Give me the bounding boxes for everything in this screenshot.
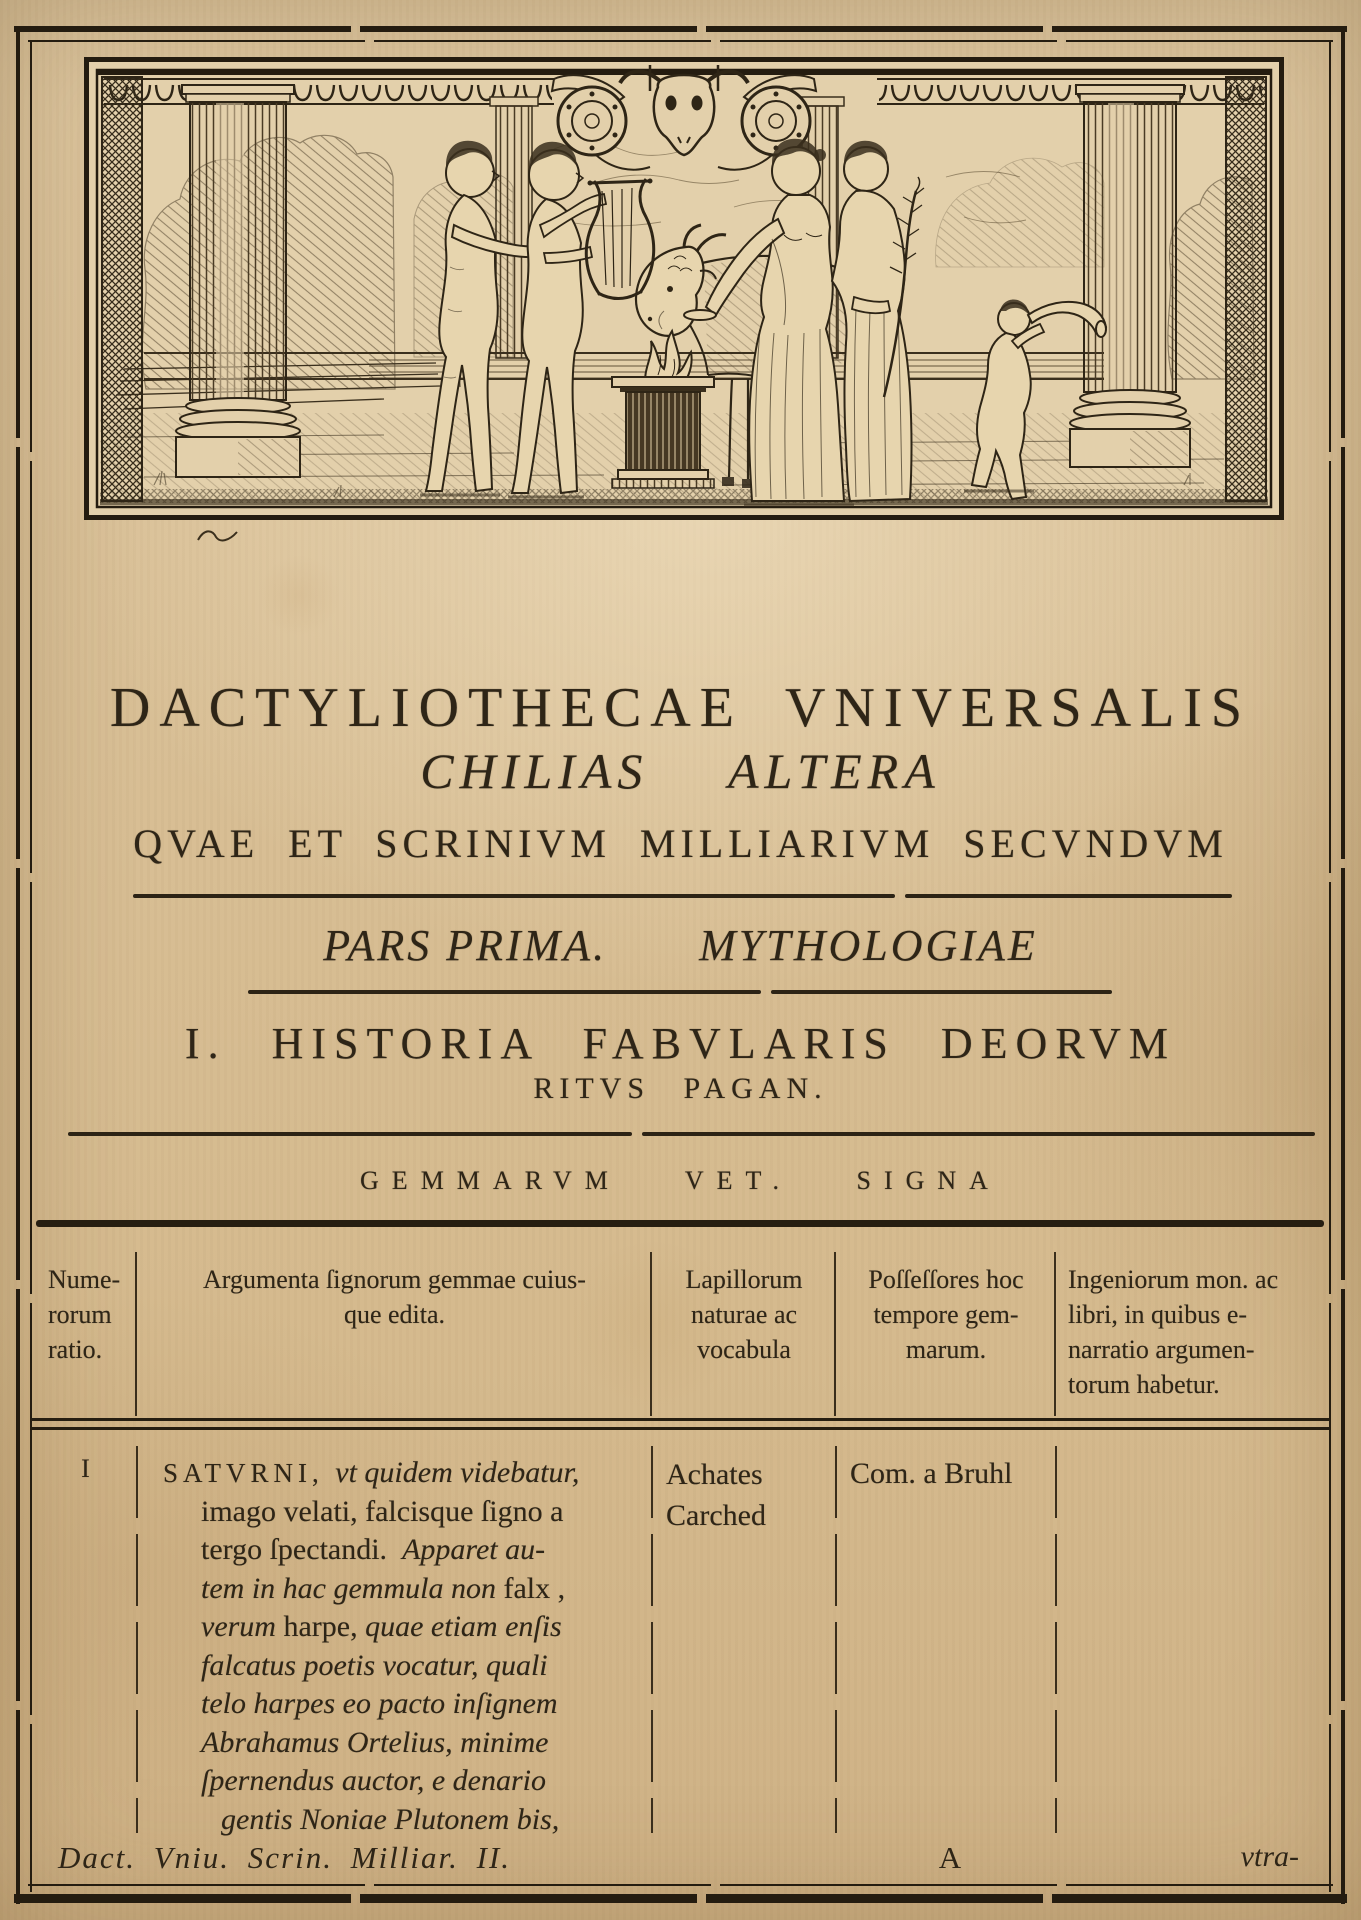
header-line: que edita. [343, 1300, 446, 1329]
catchword: vtra- [1240, 1840, 1299, 1873]
rule-3-left [68, 1132, 632, 1136]
rule-2-right [771, 990, 1112, 994]
page-subtitle-chilias: CHILIAS ALTERA [420, 743, 941, 799]
page-frame-top-thin [28, 40, 1333, 42]
argument-seg: falcatus poetis vocatur, quali [201, 1648, 548, 1682]
argument-seg: Abrahamus Ortelius, minime [201, 1725, 549, 1759]
header-line: libri, in quibus e- [1068, 1300, 1248, 1329]
header-line: ratio. [48, 1335, 103, 1364]
engraving-headpiece [84, 57, 1284, 520]
edge-pilaster-left [102, 77, 142, 501]
column-header-possessores [836, 1252, 1056, 1416]
possessor-name: Com. a Bruhl [850, 1457, 1013, 1490]
lapilli-line: Carched [666, 1499, 766, 1532]
argument-line [163, 1762, 644, 1801]
header-line: Lapillorum [685, 1265, 803, 1294]
rule-3-right [642, 1132, 1315, 1136]
argument-line [163, 1493, 644, 1532]
column-header-argumenta [137, 1252, 652, 1416]
header-line: Poſſeſſores hoc [868, 1265, 1024, 1294]
page-frame-top-thick [14, 26, 1347, 32]
header-line: narratio argumen- [1068, 1335, 1255, 1364]
foreground-column-right [1070, 85, 1190, 467]
argument-line [163, 1531, 644, 1570]
page-title: DACTYLIOTHECAE VNIVERSALIS [109, 677, 1252, 739]
row-ingeniorum-empty [1056, 1446, 1322, 1839]
row-lapilli [652, 1446, 836, 1839]
part-heading-right: MYTHOLOGIAE [699, 921, 1038, 970]
page-subtitle-quae: QVAE ET SCRINIVM MILLIARIVM SECVNDVM [133, 821, 1228, 866]
page-frame-bottom-thin [28, 1884, 1333, 1886]
row-possessor [836, 1446, 1056, 1839]
section-heading: I. HISTORIA FABVLARIS DEORVM [184, 1019, 1177, 1068]
double-rule-under-header [30, 1418, 1330, 1430]
edge-pilaster-right [1226, 77, 1266, 501]
column-header-lapillorum [652, 1252, 836, 1416]
header-line: Nume- [48, 1265, 121, 1294]
column-header-numerorum [36, 1252, 137, 1416]
argument-line [163, 1608, 644, 1647]
argument-seg: tergo ſpectandi. [201, 1533, 403, 1566]
header-line: vocabula [697, 1335, 791, 1364]
header-line: Ingeniorum mon. ac [1068, 1265, 1279, 1294]
argument-seg: telo harpes eo pacto inſignem [201, 1687, 558, 1720]
lapilli-line: Achates [666, 1458, 763, 1491]
table-row [36, 1446, 1322, 1836]
argument-line [163, 1570, 644, 1609]
rule-1-left [133, 894, 895, 898]
argument-seg: Apparet au- [402, 1533, 546, 1566]
table-header-row [36, 1252, 1322, 1416]
header-line: naturae ac [690, 1300, 798, 1329]
rule-1-right [905, 894, 1232, 898]
rule-2-left [248, 990, 761, 994]
section-subheading: RITVS PAGAN. [533, 1072, 828, 1105]
part-heading-left: PARS PRIMA. [323, 921, 608, 970]
rule-heavy-above-table [36, 1220, 1324, 1227]
row-argument-text [137, 1446, 652, 1839]
table-caption: GEMMARVM VET. SIGNA [360, 1166, 1001, 1195]
argument-seg: vt quidem videbatur, [327, 1456, 580, 1489]
gathering-mark: A [938, 1840, 962, 1875]
header-line: Argumenta ſignorum gemmae cuius- [203, 1265, 586, 1294]
row-number: I [36, 1446, 137, 1839]
column-header-ingeniorum [1056, 1252, 1322, 1416]
argument-line [163, 1454, 644, 1493]
foreground-column-left [176, 85, 300, 477]
argument-line [163, 1724, 644, 1763]
argument-line [163, 1647, 644, 1686]
argument-seg: ſpernendus auctor, e denario [201, 1764, 546, 1797]
argument-seg: imago velati, falcisque ſigno a [201, 1494, 564, 1528]
header-line: torum habetur. [1068, 1370, 1220, 1399]
argument-line [163, 1685, 644, 1724]
pen-mark [196, 526, 240, 546]
part-heading [0, 920, 1361, 971]
argument-seg: gentis Noniae Plutonem bis, [221, 1802, 560, 1836]
signature-title: Dact. Vniu. Scrin. Milliar. II. [58, 1840, 512, 1875]
argument-line [163, 1801, 644, 1840]
argument-seg: tem in hac gemmula non [201, 1571, 504, 1605]
argument-seg: SATVRNI, [163, 1458, 324, 1488]
argument-seg: verum [201, 1610, 284, 1643]
argument-seg: harpe, [283, 1610, 366, 1643]
page-frame-bottom-thick [14, 1894, 1347, 1903]
header-line: rorum [48, 1300, 112, 1329]
argument-seg: falx , [503, 1571, 566, 1605]
argument-seg: quae etiam enſis [365, 1610, 562, 1643]
header-line: marum. [905, 1335, 987, 1364]
header-line: tempore gem- [873, 1300, 1019, 1329]
